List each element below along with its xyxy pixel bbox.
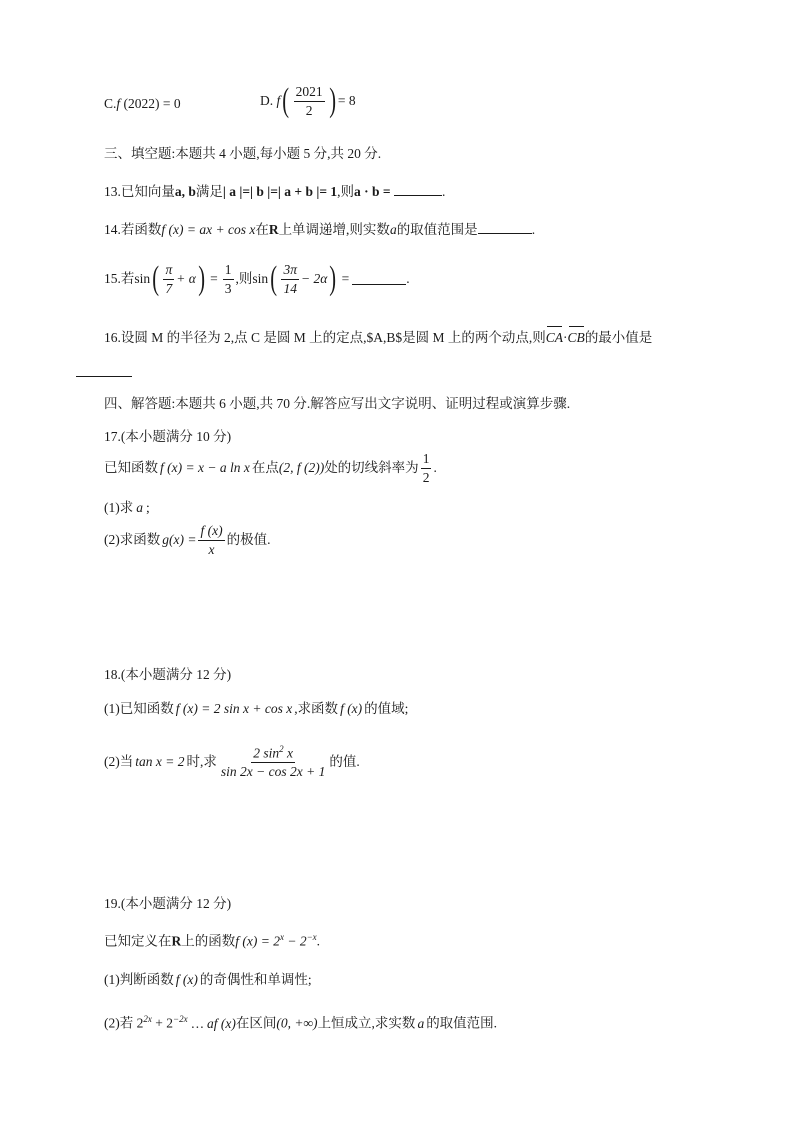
q16-vector-ca: CA [545, 330, 564, 345]
q19-part-2 [104, 1015, 497, 1030]
q18-p1-f: f (x) [340, 701, 363, 716]
q15-f2-num: 1 [223, 263, 234, 280]
q15-f3-den: 14 [283, 280, 297, 296]
q16-dot: · [563, 330, 568, 345]
q17-p1-var: a [136, 500, 143, 515]
option-c [104, 97, 181, 111]
q19-end: . [316, 933, 321, 949]
left-paren: ( [282, 82, 290, 119]
q15-f3-tail: − 2α [301, 271, 328, 287]
q17-stem [104, 452, 437, 484]
q17-p1-text: (1)求 [104, 500, 134, 515]
q19-p2-inequality: … af (x) [191, 1015, 236, 1031]
q19-exp-1: x [279, 932, 284, 942]
q15-answer-blank[interactable] [352, 283, 406, 285]
option-d-fraction [294, 85, 325, 117]
q18-p1-a: (1)已知函数 [104, 701, 174, 716]
q19-p2-plus: + 2 [151, 1015, 173, 1031]
q14-ask: 上单调递增,则实数 [278, 222, 390, 237]
q19-minus: − 2 [283, 933, 307, 949]
q15-sin-2: sin [252, 271, 269, 287]
q15-paren-close-1: ) [198, 260, 205, 297]
q18-p2-b: 时,求 [186, 754, 217, 769]
q19-p2-exp-1: 2x [143, 1014, 152, 1024]
q16-tail: 的最小值是 [584, 330, 653, 345]
option-d-value: = 8 [337, 93, 356, 109]
q17-point: (2, f (2)) [278, 460, 325, 476]
q17-part-2 [104, 524, 270, 556]
q14-answer-blank[interactable] [478, 232, 532, 234]
q18-header: 18.(本小题满分 12 分) [104, 667, 232, 682]
q19-stem-b: 上的函数 [181, 933, 236, 949]
q17-g-def: g(x) = [162, 532, 197, 548]
q15-f1-tail: + α [176, 271, 196, 287]
question-14 [104, 223, 535, 237]
q13-ask: ,则 [337, 184, 355, 199]
option-d-label: D. [260, 93, 274, 109]
q13-end: . [441, 184, 446, 199]
q19-exp-2: −x [306, 932, 317, 942]
q14-mid: 在 [255, 222, 269, 237]
q19-expr: f (x) = 2 [235, 933, 280, 949]
q17-g-den: x [208, 541, 215, 557]
q13-answer-blank[interactable] [394, 194, 442, 196]
q17-part-1 [104, 501, 150, 515]
q16-answer-blank[interactable] [76, 375, 132, 377]
q17-p1-end: ; [146, 500, 150, 515]
question-13 [104, 185, 445, 199]
q15-prefix: 15.若 [104, 271, 135, 287]
q15-f3-num: 3π [281, 263, 299, 280]
q14-end: . [531, 222, 536, 237]
q19-p2-var-a: a [417, 1015, 425, 1031]
q15-end: . [406, 271, 410, 287]
q18-p1-expr: f (x) = 2 sin x + cos x [175, 701, 293, 716]
q13-vectors: a, b [174, 184, 196, 199]
q13-dot-product: a · b = [354, 184, 391, 199]
section-4-heading: 四、解答题:本题共 6 小题,共 70 分.解答应写出文字说明、证明过程或演算步骤. [104, 396, 571, 411]
q15-sin-1: sin [134, 271, 151, 287]
q17-g-num: f (x) [198, 524, 224, 541]
option-d [260, 84, 356, 118]
q18-part-1 [104, 702, 408, 716]
q19-stem [104, 933, 320, 948]
q18-part-2 [104, 745, 360, 779]
q19-p2-a: (2)若 2 [104, 1015, 144, 1031]
q15-fraction-2 [223, 263, 234, 295]
option-c-label: C. [104, 96, 117, 111]
q14-prefix: 14.若函数 [104, 222, 162, 237]
q18-num: 2 sin [253, 745, 280, 761]
q19-header: 19.(本小题满分 12 分) [104, 896, 232, 911]
q15-fraction-3 [281, 263, 299, 295]
q15-fraction-1 [163, 263, 174, 295]
q15-f1-den: 7 [165, 280, 173, 296]
section-3-heading: 三、填空题:本题共 4 小题,每小题 5 分,共 20 分. [104, 146, 382, 161]
q17-expr: f (x) = x − a ln x [160, 460, 250, 476]
q13-condition: | a |=| b |=| a + b |= 1 [222, 184, 338, 199]
q19-p1-a: (1)判断函数 [104, 972, 174, 987]
question-16 [104, 331, 652, 345]
option-c-expr: (2022) = 0 [123, 96, 181, 111]
q15-paren-open-2: ( [270, 260, 278, 297]
question-15 [104, 262, 410, 296]
q18-num-x: x [283, 745, 293, 761]
q18-p1-c: 的值域; [364, 701, 409, 716]
q17-p2-text: (2)求函数 [104, 532, 161, 548]
q19-p1-b: 的奇偶性和单调性; [199, 972, 312, 987]
q15-eq-1: = [210, 271, 218, 287]
q17-stem-c: 处的切线斜率为 [324, 460, 419, 476]
q15-mid: ,则 [235, 271, 253, 287]
q19-p2-exp-2: −2x [173, 1014, 188, 1024]
q19-p2-d: 的取值范围. [426, 1015, 498, 1031]
q19-p2-interval: (0, +∞) [276, 1015, 318, 1031]
q17-stem-b: 在点 [251, 460, 279, 476]
q19-p1-f: f (x) [175, 972, 198, 987]
option-c-f: f [116, 96, 121, 111]
q17-g-fraction [198, 524, 224, 556]
q15-f1-num: π [163, 263, 174, 280]
q18-p2-cond: tan x = 2 [135, 754, 185, 769]
q19-part-1 [104, 973, 312, 987]
q18-num-exp: 2 [279, 744, 284, 754]
fraction-denominator: 2 [305, 102, 313, 118]
q15-eq-2: = [341, 271, 350, 287]
q17-p2-end: 的极值. [226, 532, 271, 548]
q15-paren-close-2: ) [329, 260, 337, 297]
q18-p1-b: ,求函数 [294, 701, 339, 716]
right-paren: ) [328, 82, 336, 119]
q17-slope-fraction [421, 452, 432, 484]
q18-p2-a: (2)当 [104, 754, 134, 769]
q17-header: 17.(本小题满分 10 分) [104, 429, 232, 444]
q17-end: . [433, 460, 437, 476]
q14-real-set: R [268, 222, 279, 237]
q18-fraction [219, 745, 327, 779]
q17-slope-num: 1 [421, 452, 432, 469]
q14-expr: f (x) = ax + cos x [161, 222, 256, 237]
q17-stem-a: 已知函数 [104, 460, 158, 476]
q15-paren-open-1: ( [152, 260, 160, 297]
q14-var-a: a [389, 222, 397, 237]
q19-p2-c: 上恒成立,求实数 [317, 1015, 416, 1031]
q14-tail: 的取值范围是 [396, 222, 478, 237]
q18-fraction-den: sin 2x − cos 2x + 1 [220, 764, 326, 779]
q19-stem-a: 已知定义在 [104, 933, 172, 949]
q13-prefix: 13.已知向量 [104, 184, 175, 199]
q13-mid: 满足 [195, 184, 223, 199]
q18-p2-c: 的值. [329, 754, 360, 769]
q19-p2-b: 在区间 [235, 1015, 277, 1031]
q17-slope-den: 2 [422, 469, 430, 485]
q18-fraction-num [251, 745, 295, 763]
q19-real-set: R [171, 933, 182, 949]
fraction-numerator: 2021 [294, 85, 325, 102]
option-d-f: f [273, 93, 281, 109]
q16-text: 16.设圆 M 的半径为 2,点 C 是圆 M 上的定点,$A,B$是圆 M 上的两个动点,则 [104, 330, 546, 345]
q16-vector-cb: CB [567, 330, 585, 345]
q15-f2-den: 3 [224, 280, 232, 296]
q16-answer-line [76, 366, 132, 380]
